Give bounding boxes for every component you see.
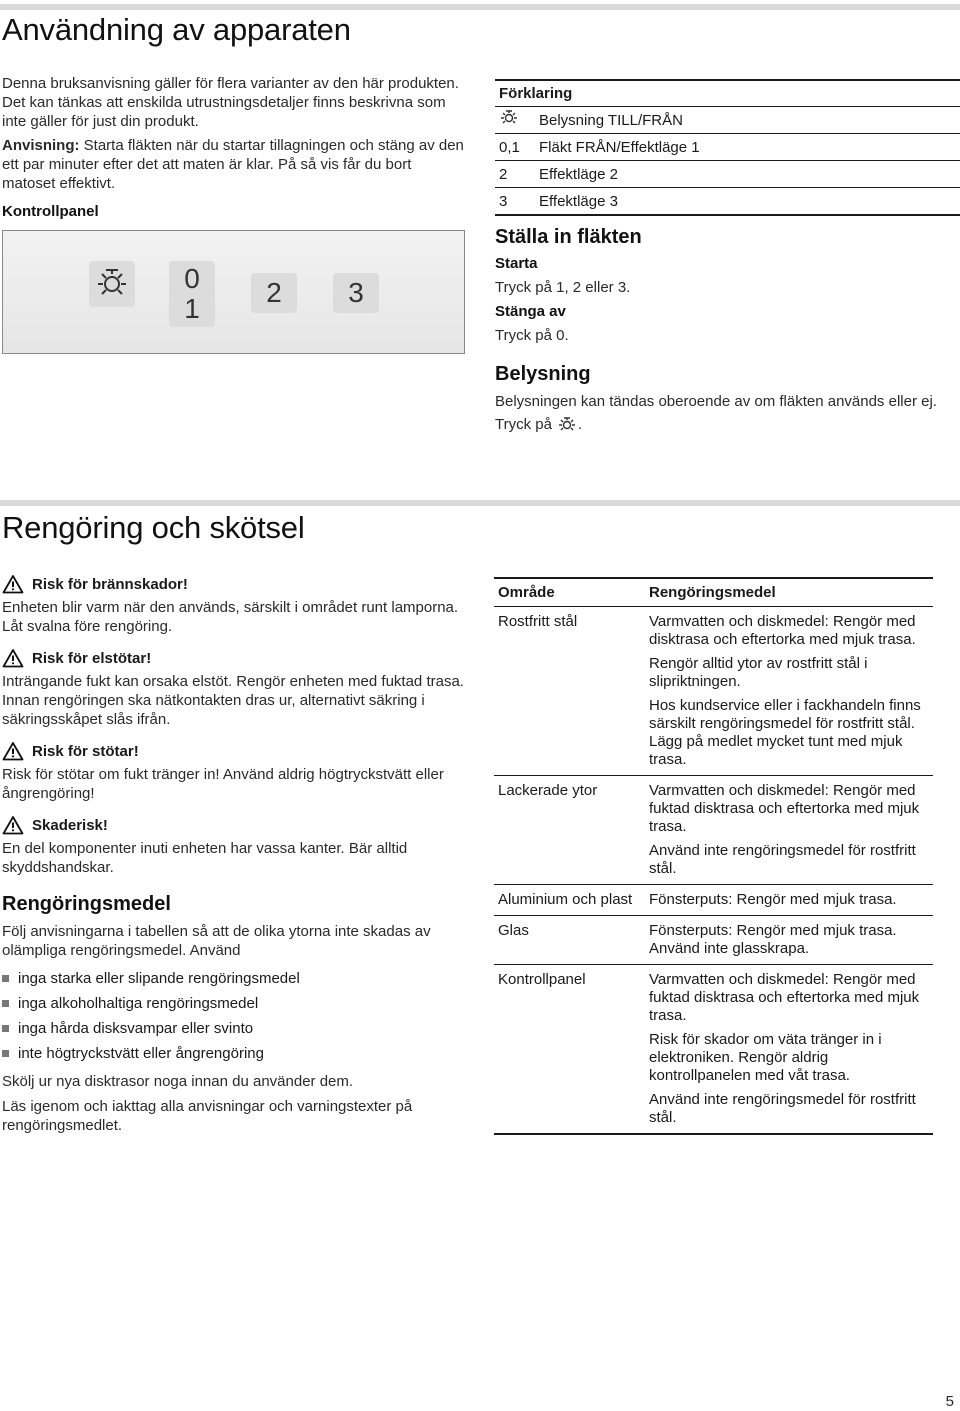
legend-text: Effektläge 3 bbox=[539, 192, 618, 210]
col-area-header: Område bbox=[498, 584, 555, 601]
legend-row bbox=[495, 161, 960, 188]
stop-text: Tryck på 0. bbox=[495, 327, 569, 344]
table-row bbox=[494, 885, 933, 916]
warning-triangle-icon bbox=[2, 574, 24, 594]
key-label-3: 3 bbox=[348, 277, 364, 308]
warning-block bbox=[2, 574, 464, 636]
key-label-2: 2 bbox=[266, 277, 282, 308]
agents-heading: Rengöringsmedel bbox=[2, 893, 171, 915]
warning-block bbox=[2, 741, 464, 803]
level3-button bbox=[333, 273, 379, 313]
section-rule-top bbox=[0, 4, 960, 10]
warning-triangle-icon bbox=[2, 815, 24, 835]
rinse-text: Skölj ur nya disktrasor noga innan du använder dem. bbox=[2, 1073, 354, 1090]
key-label-0: 0 bbox=[184, 263, 200, 294]
control-panel-illustration bbox=[2, 230, 465, 354]
level2-button bbox=[251, 273, 297, 313]
note-paragraph bbox=[2, 136, 464, 193]
agent-text: Rengör alltid ytor av rostfritt stål i slipriktningen. bbox=[649, 655, 868, 690]
agent-text: Fönsterputs: Rengör med mjuk trasa. Använd inte glasskrapa. bbox=[649, 922, 897, 957]
agent-cell bbox=[645, 916, 933, 964]
area-cell: Lackerade ytor bbox=[498, 782, 598, 799]
agent-text: Hos kundservice eller i fackhandeln finns särskilt rengöringsmedel för rostfritt stål. Lägg på medlet mycket tunt med mjuk trasa. bbox=[649, 697, 921, 768]
agent-text: Risk för skador om väta tränger in i elektroniken. Rengör aldrig kontrollpanelen med våt trasa. bbox=[649, 1031, 882, 1084]
list-item: inga alkoholhaltiga rengöringsmedel bbox=[2, 991, 464, 1016]
section-title: Rengöring och skötsel bbox=[2, 510, 305, 545]
agent-text: Använd inte rengöringsmedel för rostfritt stål. bbox=[649, 1091, 916, 1126]
light-heading: Belysning bbox=[495, 363, 591, 385]
start-label: Starta bbox=[495, 255, 538, 272]
list-item: inga hårda disksvampar eller svinto bbox=[2, 1016, 464, 1041]
page-number: 5 bbox=[945, 1393, 954, 1410]
start-text: Tryck på 1, 2 eller 3. bbox=[495, 279, 631, 296]
light-bulb-icon bbox=[499, 109, 519, 127]
agent-cell bbox=[645, 885, 933, 915]
warning-text: En del komponenter inuti enheten har vassa kanter. Bär alltid skyddshandskar. bbox=[2, 840, 408, 876]
table-row bbox=[494, 776, 933, 885]
agent-cell bbox=[645, 776, 933, 884]
panel-heading: Kontrollpanel bbox=[2, 203, 99, 220]
legend-text: Fläkt FRÅN/Effektläge 1 bbox=[539, 138, 700, 156]
area-cell: Aluminium och plast bbox=[498, 891, 633, 908]
legend-table bbox=[495, 79, 960, 216]
col-agent-header: Rengöringsmedel bbox=[649, 584, 776, 601]
light-text: Belysningen kan tändas oberoende av om fläkten används eller ej. bbox=[495, 393, 937, 410]
area-cell: Glas bbox=[498, 922, 529, 939]
agent-text: Varmvatten och diskmedel: Rengör med disktrasa och eftertorka med mjuk trasa. bbox=[649, 613, 916, 648]
table-row bbox=[494, 607, 933, 776]
table-row bbox=[494, 916, 933, 965]
legend-row bbox=[495, 134, 960, 161]
legend-key: 2 bbox=[499, 165, 508, 183]
agents-intro: Följ anvisningarna i tabellen så att de olika ytorna inte skadas av olämpliga rengöringsmedel. Använd bbox=[2, 923, 431, 959]
warning-block bbox=[2, 648, 464, 729]
agent-cell bbox=[645, 607, 933, 775]
area-cell: Kontrollpanel bbox=[498, 971, 586, 988]
press-prefix: Tryck på bbox=[495, 416, 552, 433]
light-bulb-icon bbox=[92, 266, 132, 302]
light-press bbox=[495, 415, 957, 434]
warning-title: Risk för stötar! bbox=[32, 742, 139, 760]
agents-list bbox=[2, 966, 464, 1066]
warning-title: Risk för brännskador! bbox=[32, 575, 188, 593]
fan-off-level1-button bbox=[169, 261, 215, 327]
legend-text: Belysning TILL/FRÅN bbox=[539, 111, 683, 129]
light-button bbox=[89, 261, 135, 307]
agent-text: Fönsterputs: Rengör med mjuk trasa. bbox=[649, 891, 897, 908]
intro-text: Denna bruksanvisning gäller för flera varianter av den här produkten. Det kan tänkas att enskilda utrustningsdetaljer finns beskrivna som inte gäller för just din produkt. bbox=[2, 75, 459, 130]
warning-text: Risk för stötar om fukt tränger in! Använd aldrig högtryckstvätt eller ångrengöring! bbox=[2, 766, 444, 802]
legend-key bbox=[495, 109, 539, 131]
note-label: Anvisning: bbox=[2, 137, 80, 154]
agent-text: Varmvatten och diskmedel: Rengör med fuktad disktrasa och eftertorka med mjuk trasa. bbox=[649, 782, 920, 835]
press-suffix: . bbox=[577, 416, 583, 433]
key-label-1: 1 bbox=[184, 293, 200, 324]
warning-title: Skaderisk! bbox=[32, 816, 108, 834]
stop-label: Stänga av bbox=[495, 303, 566, 320]
list-item: inga starka eller slipande rengöringsmedel bbox=[2, 966, 464, 991]
area-cell: Rostfritt stål bbox=[498, 613, 578, 630]
fan-heading: Ställa in fläkten bbox=[495, 226, 642, 248]
section-title: Användning av apparaten bbox=[2, 12, 351, 47]
list-item: inte högtryckstvätt eller ångrengöring bbox=[2, 1041, 464, 1066]
agent-cell bbox=[645, 965, 933, 1133]
table-row bbox=[494, 965, 933, 1135]
legend-key: 0,1 bbox=[499, 138, 520, 156]
section-rule-middle bbox=[0, 500, 960, 506]
light-bulb-icon bbox=[556, 416, 578, 434]
warning-block bbox=[2, 815, 464, 877]
note-text: Starta fläkten när du startar tillagningen och stäng av den ett par minuter efter det att maten är klar. På så vis får du bort matoset effektivt. bbox=[2, 137, 464, 192]
legend-row bbox=[495, 188, 960, 216]
warning-title: Risk för elstötar! bbox=[32, 649, 152, 667]
legend-heading: Förklaring bbox=[495, 79, 960, 107]
agent-text: Använd inte rengöringsmedel för rostfritt stål. bbox=[649, 842, 916, 877]
agent-text: Varmvatten och diskmedel: Rengör med fuktad disktrasa och eftertorka med mjuk trasa. bbox=[649, 971, 920, 1024]
legend-text: Effektläge 2 bbox=[539, 165, 618, 183]
table-header bbox=[494, 577, 933, 607]
warning-triangle-icon bbox=[2, 648, 24, 668]
cleaning-table bbox=[494, 577, 933, 1135]
warning-text: Enheten blir varm när den används, särskilt i området runt lamporna. Låt svalna före rengöring. bbox=[2, 599, 459, 635]
warning-text: Inträngande fukt kan orsaka elstöt. Rengör enheten med fuktad trasa. Innan rengöringen ska nätkontakten dras ur, alternativt säkring i säkringsskåpet slås ifrån. bbox=[2, 673, 464, 728]
read-text: Läs igenom och iakttag alla anvisningar och varningstexter på rengöringsmedlet. bbox=[2, 1098, 413, 1134]
legend-key: 3 bbox=[499, 192, 508, 210]
warning-triangle-icon bbox=[2, 741, 24, 761]
legend-row bbox=[495, 107, 960, 134]
